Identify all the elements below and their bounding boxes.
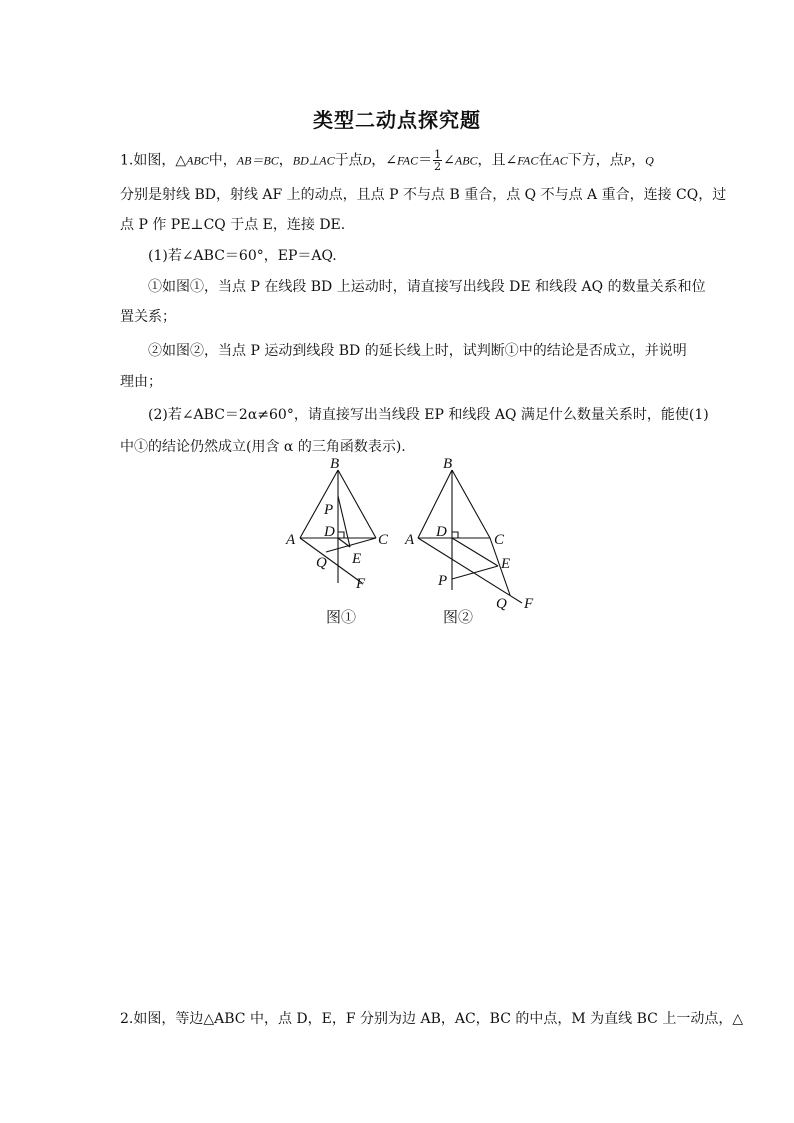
figure-1-diagram [280, 458, 400, 598]
fig2-label-C: C [494, 532, 505, 548]
q1-text: FAC [517, 153, 539, 168]
page-title: 类型二动点探究题 [313, 108, 481, 132]
fig2-label-P: P [438, 573, 448, 589]
fig1-label-A: A [286, 532, 296, 548]
fig2-label-A: A [405, 532, 415, 548]
q1-text: ∠ [443, 152, 455, 169]
q1-text: FAC [397, 153, 419, 168]
fig1-label-Q: Q [316, 555, 327, 571]
fig1-label-E: E [352, 551, 362, 567]
q1-text: ，∠ [371, 152, 397, 169]
fig1-label-F: F [356, 576, 366, 592]
fig2-label-B: B [443, 456, 453, 472]
q1-part-2-line-1: (2)若∠ABC＝2α≠60°，请直接写出当线段 EP 和线段 AQ 满足什么数量关系时，能使(1) [148, 407, 709, 423]
q1-text: D [362, 153, 372, 168]
fig1-label-P: P [324, 502, 334, 518]
q1-sub1-line-2: 置关系； [120, 309, 176, 325]
q2-line-1: 2.如图，等边△ABC 中，点 D，E，F 分别为边 AB，AC，BC 的中点，M 为直线 BC 上一动点，△ [120, 1011, 744, 1027]
q1-text: ABC [186, 153, 209, 168]
fig2-label-F: F [524, 596, 534, 612]
q1-text: 中， [208, 152, 237, 169]
q1-text: P [623, 153, 632, 168]
q1-sub2-line-2: 理由； [120, 374, 162, 390]
figure-2-diagram [400, 458, 550, 618]
q1-text: ， [631, 152, 646, 169]
figure-1-caption: 图① [326, 608, 357, 626]
q1-text: 于点 [334, 152, 363, 169]
fig2-right-angle-mark [452, 532, 458, 538]
fraction-half [433, 149, 442, 172]
q1-text: ，且∠ [477, 152, 518, 169]
fig1-line-CQ [326, 538, 376, 552]
q1-sub1-line-1: ①如图①，当点 P 在线段 BD 上运动时，请直接写出线段 DE 和线段 AQ 的数量关系和位 [148, 279, 706, 295]
q1-part-2-line-2: 中①的结论仍然成立(用含 α 的三角函数表示). [120, 439, 406, 455]
fig2-line-BC [452, 470, 490, 538]
fig2-line-PE [452, 566, 498, 579]
q1-text: BD⊥AC [292, 153, 335, 168]
q1-text: AC [552, 153, 568, 168]
fraction-numerator: 1 [434, 148, 442, 161]
q1-line-1 [120, 149, 654, 172]
q1-text: ， [278, 152, 293, 169]
q1-text: 在 [538, 152, 553, 169]
figure-2-caption: 图② [443, 608, 474, 626]
q1-line-3: 点 P 作 PE⊥CQ 于点 E，连接 DE. [120, 217, 346, 233]
q1-text: AB＝BC [236, 153, 279, 168]
fig2-line-BA [418, 470, 452, 538]
fig1-label-D: D [324, 524, 335, 540]
q1-sub2-line-1: ②如图②，当点 P 运动到线段 BD 的延长线上时，试判断①中的结论是否成立，并说明 [148, 343, 687, 359]
fig2-label-E: E [501, 556, 511, 572]
q1-text: Q [645, 153, 654, 168]
q1-line-2: 分别是射线 BD，射线 AF 上的动点，且点 P 不与点 B 重合，点 Q 不与点 A 重合，连接 CQ，过 [120, 187, 727, 203]
fig1-label-C: C [378, 532, 389, 548]
fraction-denominator: 2 [434, 160, 442, 173]
q1-text: ABC [454, 153, 478, 168]
q1-text: ＝ [418, 152, 433, 169]
fig1-right-angle-mark [338, 532, 344, 538]
q1-part-1: (1)若∠ABC＝60°，EP＝AQ. [148, 248, 337, 264]
fig1-line-BC [338, 470, 376, 538]
q1-text: 下方，点 [567, 152, 624, 169]
fig2-label-D: D [436, 524, 447, 540]
fig2-label-Q: Q [496, 596, 507, 612]
fig1-label-B: B [330, 456, 340, 472]
q1-text: 1.如图，△ [120, 152, 187, 169]
